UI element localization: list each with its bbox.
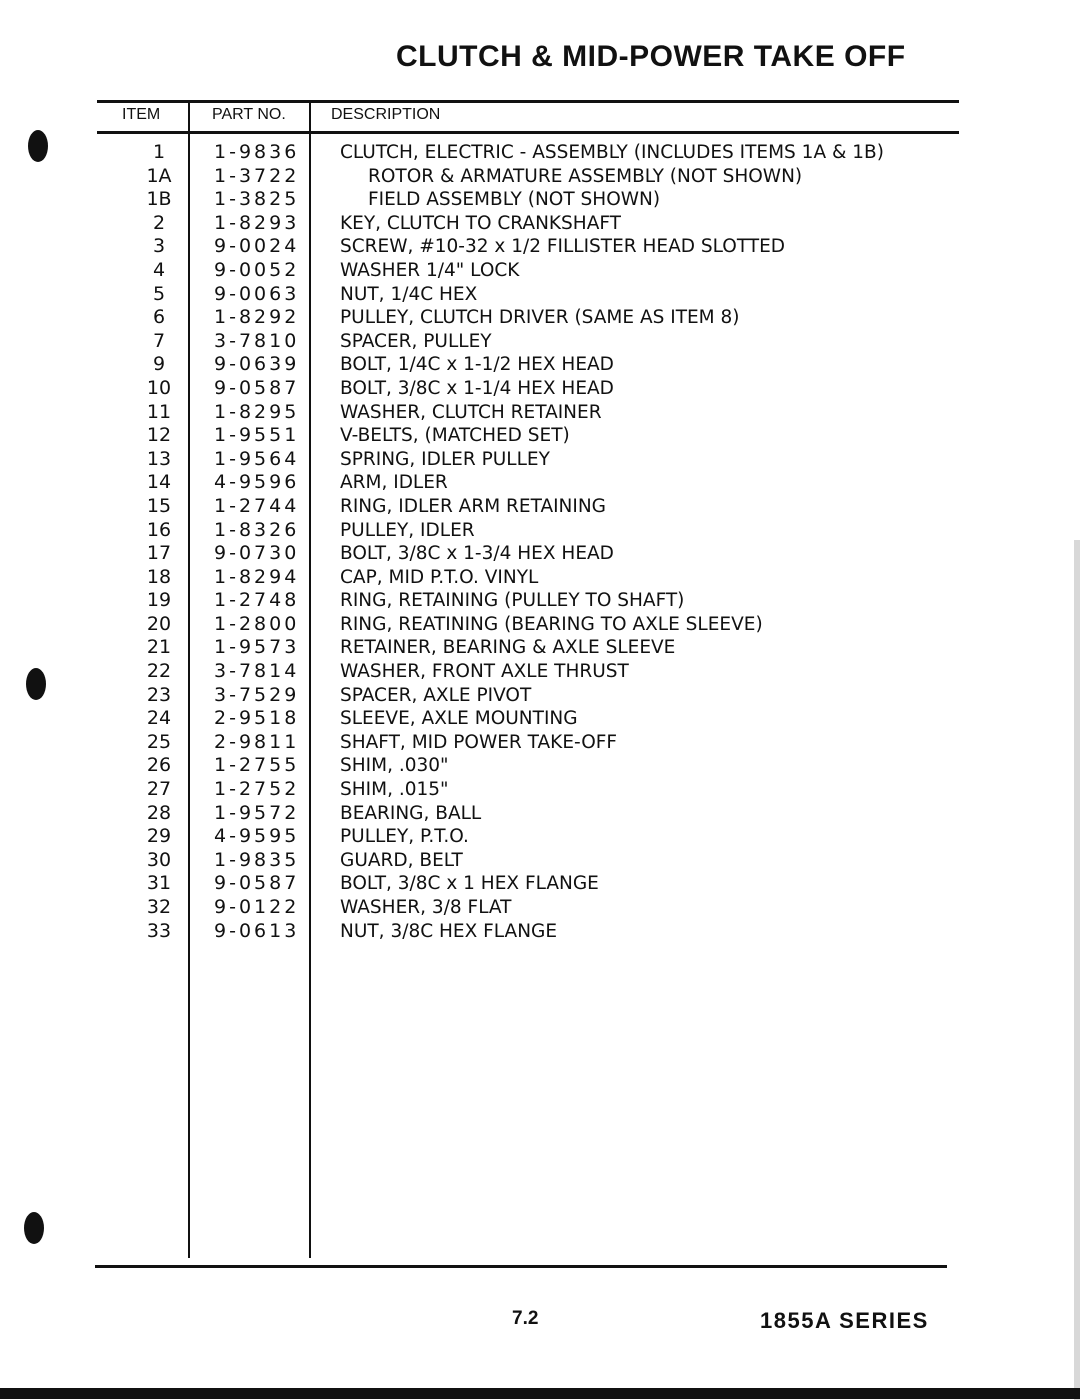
part-number: 1-8295: [214, 400, 300, 423]
part-description: RING, IDLER ARM RETAINING: [340, 495, 607, 517]
item-number: 27: [146, 778, 172, 801]
item-number: 11: [146, 400, 172, 423]
part-description: PULLEY, IDLER: [340, 519, 475, 541]
item-number: 16: [146, 518, 172, 541]
item-number: 13: [146, 447, 172, 470]
part-number: 3-7814: [214, 660, 300, 683]
part-number: 1-8294: [214, 565, 300, 588]
item-number: 2: [152, 211, 166, 234]
part-description: BOLT, 1/4C x 1-1/2 HEX HEAD: [340, 354, 614, 376]
item-column: [100, 141, 220, 943]
part-number: 1-9836: [214, 141, 300, 163]
part-description: PULLEY, CLUTCH DRIVER (SAME AS ITEM 8): [340, 307, 740, 329]
item-number: 7: [152, 329, 166, 352]
scan-bottom-border: [0, 1388, 1080, 1399]
part-description: RING, REATINING (BEARING TO AXLE SLEEVE): [340, 613, 763, 635]
part-description: BOLT, 3/8C x 1 HEX FLANGE: [340, 873, 599, 895]
item-number: 22: [146, 660, 172, 683]
binder-hole-bottom: [24, 1212, 44, 1244]
part-number: 9-0639: [214, 353, 300, 376]
part-description: WASHER, FRONT AXLE THRUST: [340, 661, 629, 683]
part-number: 2-9518: [214, 707, 300, 730]
item-number: 17: [146, 542, 172, 565]
item-number: 18: [146, 565, 172, 588]
part-description: BEARING, BALL: [340, 802, 482, 824]
item-number: 33: [146, 919, 172, 942]
part-number: 1-2800: [214, 612, 300, 635]
part-description: SHIM, .015": [340, 779, 449, 801]
part-number: 1-3825: [214, 188, 300, 211]
part-description: WASHER, CLUTCH RETAINER: [340, 401, 602, 423]
part-number: 1-2755: [214, 754, 300, 777]
part-description: NUT, 1/4C HEX: [340, 283, 478, 305]
item-number: 21: [146, 636, 172, 659]
part-description: CAP, MID P.T.O. VINYL: [340, 566, 539, 588]
part-number: 1-2752: [214, 778, 300, 801]
page-title: CLUTCH & MID-POWER TAKE OFF: [396, 40, 906, 73]
part-description: SCREW, #10-32 x 1/2 FILLISTER HEAD SLOTTED: [340, 236, 786, 258]
page-number: 7.2: [512, 1308, 539, 1329]
item-number: 28: [146, 801, 172, 824]
part-description: PULLEY, P.T.O.: [340, 826, 469, 848]
column-header-description: DESCRIPTION: [331, 106, 441, 123]
part-number: 9-0730: [214, 542, 300, 565]
part-number: 1-9835: [214, 848, 300, 871]
part-number: 1-9572: [214, 801, 300, 824]
part-number: 1-2744: [214, 494, 300, 517]
item-number: 4: [152, 258, 166, 281]
column-divider-2: [309, 101, 311, 1258]
item-number: 19: [146, 589, 172, 612]
column-header-part-no: PART NO.: [212, 106, 286, 123]
part-description: ROTOR & ARMATURE ASSEMBLY (NOT SHOWN): [368, 165, 803, 187]
part-description: SPACER, AXLE PIVOT: [340, 684, 532, 706]
item-number: 9: [152, 353, 166, 376]
series-label: 1855A SERIES: [760, 1308, 929, 1333]
part-number: 1-8326: [214, 518, 300, 541]
part-number: 1-9564: [214, 447, 300, 470]
item-number: 23: [146, 683, 172, 706]
item-number: 26: [146, 754, 172, 777]
part-description: NUT, 3/8C HEX FLANGE: [340, 920, 558, 942]
part-number: 1-8293: [214, 211, 300, 234]
table-bottom-rule: [95, 1265, 947, 1268]
item-number: 29: [146, 825, 172, 848]
item-number: 10: [146, 376, 172, 399]
scan-edge: [1074, 540, 1080, 1400]
item-number: 32: [146, 896, 172, 918]
part-number: 9-0587: [214, 872, 300, 895]
part-description: GUARD, BELT: [340, 849, 463, 871]
part-number: 9-0024: [214, 235, 300, 258]
part-description: WASHER, 3/8 FLAT: [340, 897, 512, 918]
description-column: [340, 141, 940, 943]
item-number: 24: [146, 707, 172, 730]
part-number: 4-9595: [214, 825, 300, 848]
item-number: 15: [146, 494, 172, 517]
part-description: BOLT, 3/8C x 1-1/4 HEX HEAD: [340, 377, 614, 399]
part-number: 9-0063: [214, 282, 300, 305]
part-description: BOLT, 3/8C x 1-3/4 HEX HEAD: [340, 543, 614, 565]
part-description: SHIM, .030": [340, 755, 449, 777]
part-number: 9-0587: [214, 376, 300, 399]
column-header-item: ITEM: [122, 106, 161, 123]
header-top-rule: [97, 100, 959, 103]
item-number: 20: [146, 612, 172, 635]
item-number: 3: [152, 235, 166, 258]
part-number: 1-3722: [214, 164, 300, 187]
part-number: 1-8292: [214, 306, 300, 329]
part-number: 9-0052: [214, 258, 300, 281]
part-number: 9-0122: [214, 896, 300, 918]
part-description: ARM, IDLER: [340, 472, 448, 494]
part-number: 9-0613: [214, 919, 300, 942]
part-number: 3-7529: [214, 683, 300, 706]
item-number: 1A: [146, 164, 172, 187]
binder-hole-middle: [26, 668, 46, 700]
item-number: 1: [152, 141, 166, 163]
part-description: RETAINER, BEARING & AXLE SLEEVE: [340, 637, 676, 659]
item-number: 5: [152, 282, 166, 305]
part-description: SPACER, PULLEY: [340, 330, 492, 352]
item-number: 6: [152, 306, 166, 329]
item-number: 30: [146, 848, 172, 871]
part-description: WASHER 1/4" LOCK: [340, 259, 520, 281]
item-number: 25: [146, 730, 172, 753]
part-description: FIELD ASSEMBLY (NOT SHOWN): [368, 189, 661, 211]
part-number: 1-9551: [214, 424, 300, 447]
part-number: 3-7810: [214, 329, 300, 352]
part-number: 2-9811: [214, 730, 300, 753]
part-number: 1-9573: [214, 636, 300, 659]
part-description: KEY, CLUTCH TO CRANKSHAFT: [340, 212, 621, 234]
part-description: RING, RETAINING (PULLEY TO SHAFT): [340, 590, 685, 612]
binder-hole-top: [28, 130, 48, 162]
part-description: SHAFT, MID POWER TAKE-OFF: [340, 731, 618, 753]
part-description: CLUTCH, ELECTRIC - ASSEMBLY (INCLUDES ITEMS 1A & 1B): [340, 142, 884, 163]
part-no-column: [214, 141, 309, 943]
part-description: SLEEVE, AXLE MOUNTING: [340, 708, 578, 730]
item-number: 12: [146, 424, 172, 447]
header-bottom-rule: [97, 131, 959, 134]
part-description: SPRING, IDLER PULLEY: [340, 448, 550, 470]
item-number: 14: [146, 471, 172, 494]
part-description: V-BELTS, (MATCHED SET): [340, 425, 570, 447]
part-number: 1-2748: [214, 589, 300, 612]
item-number: 1B: [146, 188, 172, 211]
item-number: 31: [146, 872, 172, 895]
part-number: 4-9596: [214, 471, 300, 494]
